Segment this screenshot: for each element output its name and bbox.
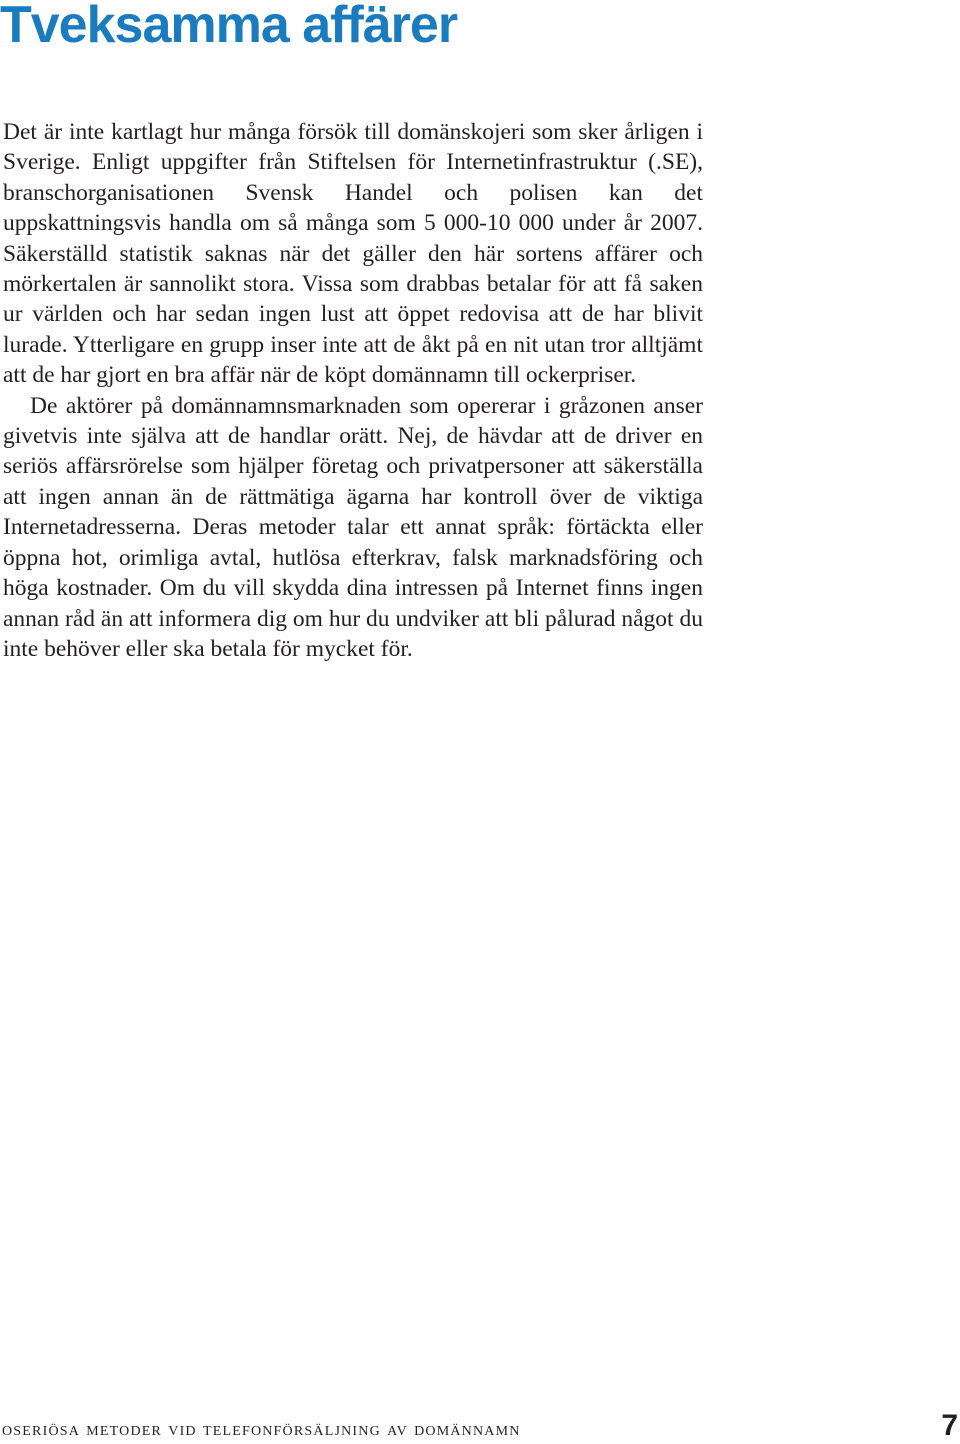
page-number: 7 (941, 1409, 958, 1442)
page-title: Tveksamma affärer (0, 0, 458, 54)
paragraph-1: Det är inte kartlagt hur många försök till domänskojeri som sker årligen i Sverige. Enligt uppgifter från Stiftelsen för Internetinfrastruktur (.SE), branschorganisationen Svensk Handel och polisen kan det uppskattningsvis handla om så många som 5 000-10 000 under år 2007. Säkerställd statistik saknas när det gäller den här sortens affärer och mörkertalen är sannolikt stora. Vissa som drabbas betalar för att få saken ur världen och har sedan ingen lust att öppet redovisa att de har blivit lurade. Ytterligare en grupp inser inte att de åkt på en nit utan tror alltjämt att de har gjort en bra affär när de köpt domännamn till ockerpriser. (3, 119, 703, 389)
running-footer-title: oseriösa metoder vid telefonförsäljning av domännamn (2, 1418, 521, 1440)
article-body (3, 117, 703, 664)
paragraph-2: De aktörer på domännamnsmarknaden som opererar i gråzonen anser givetvis inte själva att de handlar orätt. Nej, de hävdar att de driver en seriös affärsrörelse som hjälper företag och privatpersoner att säkerställa att ingen annan än de rättmätiga ägarna har kontroll över de viktiga Internetadresserna. Deras metoder talar ett annat språk: förtäckta eller öppna hot, orimliga avtal, hutlösa efterkrav, falsk marknadsföring och höga kostnader. Om du vill skydda dina intressen på Internet finns ingen annan råd än att informera dig om hur du undviker att bli pålurad något du inte behöver eller ska betala för mycket för. (3, 392, 703, 662)
